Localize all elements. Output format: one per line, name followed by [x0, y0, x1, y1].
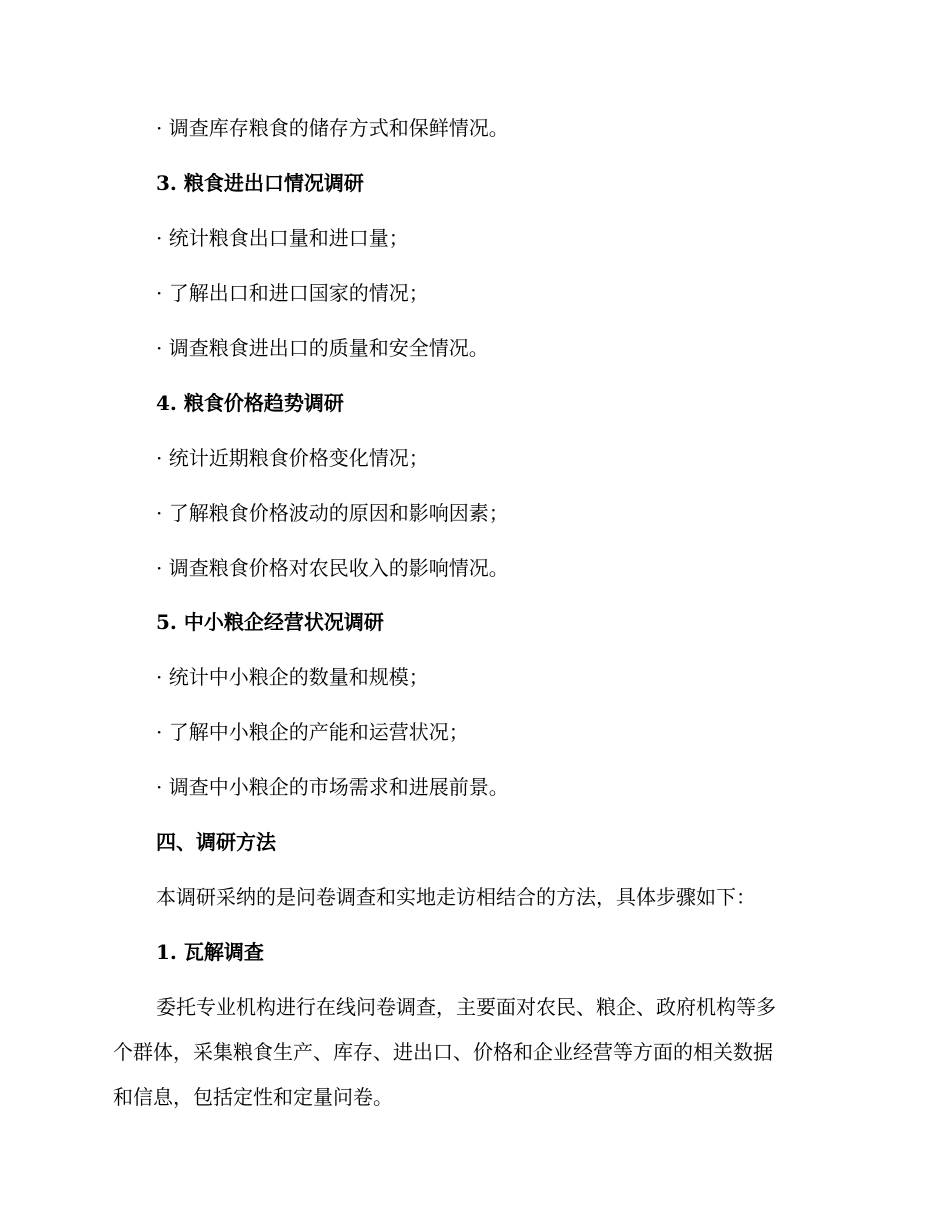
paragraph-line: 和信息，包括定性和定量问卷。: [113, 1085, 393, 1109]
bullet-item: · 了解出口和进口国家的情况；: [156, 281, 429, 305]
paragraph-line: 委托专业机构进行在线问卷调查，主要面对农民、粮企、政府机构等多: [156, 995, 776, 1019]
bullet-item: · 统计近期粮食价格变化情况；: [156, 446, 429, 470]
bullet-item: · 调查中小粮企的市场需求和进展前景。: [156, 775, 509, 799]
section-heading: 3. 粮食进出口情况调研: [156, 171, 364, 195]
section-heading: 1. 瓦解调查: [156, 940, 264, 964]
bullet-item: · 调查库存粮食的储存方式和保鲜情况。: [156, 116, 509, 140]
chapter-heading: 四、调研方法: [156, 830, 276, 854]
bullet-item: · 调查粮食进出口的质量和安全情况。: [156, 336, 489, 360]
bullet-item: · 统计粮食出口量和进口量；: [156, 226, 409, 250]
bullet-item: · 了解中小粮企的产能和运营状况；: [156, 720, 469, 744]
bullet-item: · 统计中小粮企的数量和规模；: [156, 665, 429, 689]
paragraph-line: 个群体，采集粮食生产、库存、进出口、价格和企业经营等方面的相关数据: [113, 1040, 773, 1064]
body-text: 本调研采纳的是问卷调查和实地走访相结合的方法，具体步骤如下：: [156, 885, 756, 909]
bullet-item: · 调查粮食价格对农民收入的影响情况。: [156, 556, 509, 580]
bullet-item: · 了解粮食价格波动的原因和影响因素；: [156, 501, 509, 525]
section-heading: 4. 粮食价格趋势调研: [156, 391, 344, 415]
section-heading: 5. 中小粮企经营状况调研: [156, 610, 384, 634]
